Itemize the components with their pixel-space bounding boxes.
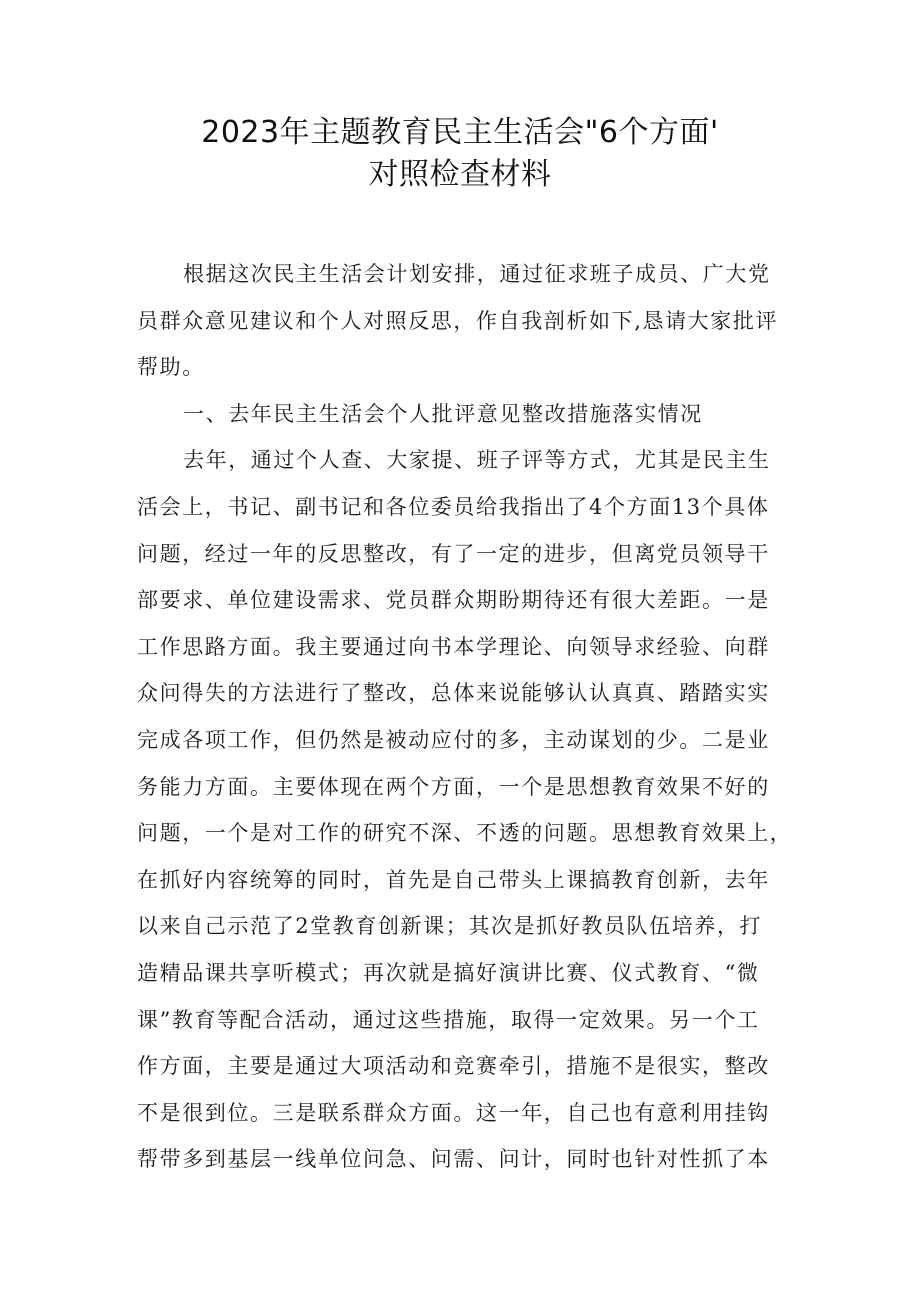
title-line-1: 2023年主题教育民主生活会"6个方面' bbox=[201, 115, 719, 150]
body-line-3: 帮助。 bbox=[137, 355, 205, 380]
body-line-12: 务能力方面。主要体现在两个方面，一个是思想教育效果不好的 bbox=[137, 774, 770, 799]
body-line-20: 帮带多到基层一线单位问急、问需、问计，同时也针对性抓了本 bbox=[137, 1147, 770, 1172]
body-line-9: 工作思路方面。我主要通过向书本学理论、向领导求经验、向群 bbox=[137, 634, 770, 659]
body-line-1: 根据这次民主生活会计划安排，通过征求班子成员、广大党 bbox=[183, 262, 771, 286]
body-line-14: 在抓好内容统筹的同时，首先是自己带头上课搞教育创新，去年 bbox=[137, 867, 770, 892]
body-line-10: 众问得失的方法进行了整改，总体来说能够认认真真、踏踏实实 bbox=[137, 681, 770, 706]
document-title bbox=[0, 112, 920, 196]
section-heading-1: 一、去年民主生活会个人批评意见整改措施落实情况 bbox=[183, 401, 703, 426]
body-line-11: 完成各项工作，但仍然是被动应付的多，主动谋划的少。二是业 bbox=[137, 727, 770, 752]
document-body bbox=[137, 251, 797, 1183]
body-line-8: 部要求、单位建设需求、党员群众期盼期待还有很大差距。一是 bbox=[137, 588, 770, 613]
title-line-2: 对照检查材料 bbox=[368, 157, 552, 192]
body-line-16: 造精品课共享听模式；再次就是搞好演讲比赛、仪式教育、“微 bbox=[137, 960, 760, 985]
body-line-15: 以来自己示范了2堂教育创新课；其次是抓好教员队伍培养，打 bbox=[137, 914, 763, 939]
body-line-2: 员群众意见建议和个人对照反思，作自我剖析如下,恳请大家批评 bbox=[137, 308, 779, 333]
body-line-19: 不是很到位。三是联系群众方面。这一年，自己也有意利用挂钩 bbox=[137, 1100, 770, 1125]
body-line-5: 去年，通过个人查、大家提、班子评等方式，尤其是民主生 bbox=[183, 448, 771, 473]
body-line-6: 活会上，书记、副书记和各位委员给我指出了4个方面13个具体 bbox=[137, 494, 770, 519]
body-line-13: 问题，一个是对工作的研究不深、不透的问题。思想教育效果上， bbox=[137, 821, 793, 846]
body-line-7: 问题，经过一年的反思整改，有了一定的进步，但离党员领导干 bbox=[137, 541, 770, 566]
body-line-18: 作方面，主要是通过大项活动和竞赛牵引，措施不是很实，整改 bbox=[137, 1054, 770, 1079]
body-line-17: 课”教育等配合活动，通过这些措施，取得一定效果。另一个工 bbox=[137, 1007, 760, 1032]
